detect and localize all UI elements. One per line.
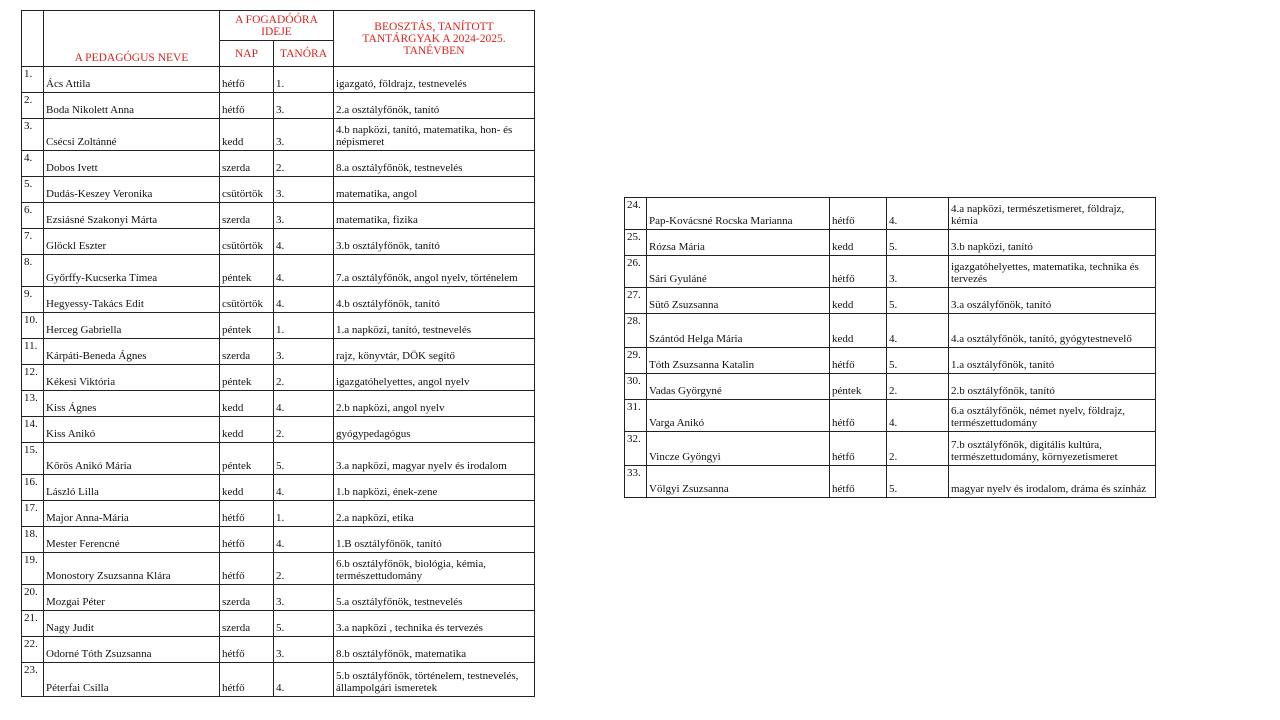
teacher-name: Mozgai Péter — [44, 585, 220, 611]
office-lesson: 5. — [274, 443, 334, 475]
table-row — [625, 374, 1156, 400]
teacher-name: Kőrös Anikó Mária — [44, 443, 220, 475]
office-lesson: 2. — [274, 151, 334, 177]
teacher-name: Varga Anikó — [647, 400, 830, 432]
row-number: 16. — [22, 475, 44, 501]
teacher-name: Kékesi Viktória — [44, 365, 220, 391]
teacher-name: Vincze Gyöngyi — [647, 432, 830, 466]
assignment: igazgatóhelyettes, matematika, technika és tervezés — [949, 256, 1156, 288]
teacher-table-right — [624, 197, 1156, 498]
office-day: hétfő — [220, 93, 274, 119]
assignment: 2.a osztályfőnök, tanító — [334, 93, 535, 119]
row-number: 13. — [22, 391, 44, 417]
table-row — [625, 432, 1156, 466]
office-day: péntek — [830, 374, 887, 400]
office-lesson: 3. — [274, 637, 334, 663]
table-row — [22, 391, 535, 417]
row-number: 18. — [22, 527, 44, 553]
assignment: 4.b napközi, tanító, matematika, hon- és népismeret — [334, 119, 535, 151]
teacher-name: Szántód Helga Mária — [647, 314, 830, 348]
office-lesson: 4. — [274, 527, 334, 553]
office-day: hétfő — [220, 527, 274, 553]
assignment: gyógypedagógus — [334, 417, 535, 443]
row-number: 4. — [22, 151, 44, 177]
teacher-name: Rózsa Mária — [647, 230, 830, 256]
office-lesson: 5. — [887, 348, 949, 374]
table-row — [22, 177, 535, 203]
office-lesson: 4. — [274, 255, 334, 287]
assignment: 3.a napközi , technika és tervezés — [334, 611, 535, 637]
assignment: 2.b napközi, angol nyelv — [334, 391, 535, 417]
office-lesson: 5. — [274, 611, 334, 637]
office-lesson: 1. — [274, 501, 334, 527]
table-row — [22, 93, 535, 119]
office-day: kedd — [220, 119, 274, 151]
teacher-name: Kiss Ágnes — [44, 391, 220, 417]
office-lesson: 4. — [274, 287, 334, 313]
table-row — [22, 443, 535, 475]
teacher-name: Pap-Kovácsné Rocska Marianna — [647, 198, 830, 230]
row-number: 31. — [625, 400, 647, 432]
teacher-name: Monostory Zsuzsanna Klára — [44, 553, 220, 585]
office-day: csütörtök — [220, 229, 274, 255]
table-row — [22, 365, 535, 391]
office-lesson: 3. — [274, 339, 334, 365]
table-row — [22, 585, 535, 611]
table-row — [22, 553, 535, 585]
assignment: 1.B osztályfőnök, tanító — [334, 527, 535, 553]
office-lesson: 2. — [887, 374, 949, 400]
assignment: matematika, fizika — [334, 203, 535, 229]
office-day: hétfő — [830, 198, 887, 230]
table-row — [22, 501, 535, 527]
office-day: kedd — [220, 391, 274, 417]
office-day: péntek — [220, 313, 274, 339]
office-day: hétfő — [830, 400, 887, 432]
assignment: 6.b osztályfőnök, biológia, kémia, természettudomány — [334, 553, 535, 585]
teacher-name: Hegyessy-Takács Edit — [44, 287, 220, 313]
row-number: 25. — [625, 230, 647, 256]
row-number: 14. — [22, 417, 44, 443]
row-number: 19. — [22, 553, 44, 585]
row-number: 17. — [22, 501, 44, 527]
office-lesson: 4. — [887, 198, 949, 230]
office-day: hétfő — [830, 348, 887, 374]
table-row — [625, 400, 1156, 432]
table-row — [625, 230, 1156, 256]
assignment: 3.b napközi, tanító — [949, 230, 1156, 256]
assignment: 5.a osztályfőnök, testnevelés — [334, 585, 535, 611]
assignment: 3.a napközi, magyar nyelv és irodalom — [334, 443, 535, 475]
assignment: 2.b osztályfőnök, tanító — [949, 374, 1156, 400]
table-row — [22, 611, 535, 637]
office-day: szerda — [220, 151, 274, 177]
teacher-name: Nagy Judit — [44, 611, 220, 637]
office-day: péntek — [220, 255, 274, 287]
table-row — [22, 229, 535, 255]
office-lesson: 2. — [274, 365, 334, 391]
row-number: 30. — [625, 374, 647, 400]
header-lesson: TANÓRA — [274, 41, 334, 67]
assignment: 1.a osztályfőnök, tanító — [949, 348, 1156, 374]
row-number: 27. — [625, 288, 647, 314]
row-number: 2. — [22, 93, 44, 119]
office-lesson: 3. — [274, 177, 334, 203]
teacher-name: Ezsiásné Szakonyi Márta — [44, 203, 220, 229]
assignment: 7.a osztályfőnök, angol nyelv, történelem — [334, 255, 535, 287]
office-day: kedd — [220, 417, 274, 443]
office-lesson: 4. — [274, 475, 334, 501]
teacher-name: Völgyi Zsuzsanna — [647, 466, 830, 498]
teacher-name: Csécsi Zoltánné — [44, 119, 220, 151]
table-row — [625, 466, 1156, 498]
office-lesson: 1. — [274, 313, 334, 339]
office-day: hétfő — [220, 67, 274, 93]
row-number: 10. — [22, 313, 44, 339]
row-number: 12. — [22, 365, 44, 391]
row-number: 33. — [625, 466, 647, 498]
assignment: 4.b osztályfőnök, tanító — [334, 287, 535, 313]
row-number: 24. — [625, 198, 647, 230]
assignment: 4.a osztályfőnök, tanító, gyógytestnevelő — [949, 314, 1156, 348]
row-number: 11. — [22, 339, 44, 365]
assignment: 6.a osztályfőnök, német nyelv, földrajz, természettudomány — [949, 400, 1156, 432]
office-day: kedd — [220, 475, 274, 501]
office-lesson: 2. — [887, 432, 949, 466]
office-lesson: 4. — [274, 663, 334, 697]
office-day: hétfő — [830, 432, 887, 466]
office-day: szerda — [220, 339, 274, 365]
assignment: 3.a oszályfőnök, tanító — [949, 288, 1156, 314]
teacher-name: Péterfai Csilla — [44, 663, 220, 697]
assignment: igazgató, földrajz, testnevelés — [334, 67, 535, 93]
table-row — [22, 287, 535, 313]
teacher-name: Sütő Zsuzsanna — [647, 288, 830, 314]
assignment: 7.b osztályfőnök, digitális kultúra, természettudomány, környezetismeret — [949, 432, 1156, 466]
teacher-name: Sári Gyuláné — [647, 256, 830, 288]
office-day: szerda — [220, 611, 274, 637]
table-row — [22, 151, 535, 177]
teacher-name: Dudás-Keszey Veronika — [44, 177, 220, 203]
office-day: kedd — [830, 230, 887, 256]
row-number: 15. — [22, 443, 44, 475]
assignment: 3.b osztályfőnök, tanító — [334, 229, 535, 255]
assignment: 2.a napközi, etika — [334, 501, 535, 527]
office-lesson: 4. — [274, 391, 334, 417]
header-day: NAP — [220, 41, 274, 67]
row-number: 9. — [22, 287, 44, 313]
office-day: péntek — [220, 443, 274, 475]
office-day: hétfő — [220, 553, 274, 585]
row-number: 5. — [22, 177, 44, 203]
teacher-name: Mester Ferencné — [44, 527, 220, 553]
office-lesson: 3. — [887, 256, 949, 288]
teacher-name: Kárpáti-Beneda Ágnes — [44, 339, 220, 365]
row-number: 7. — [22, 229, 44, 255]
assignment: 1.a napközi, tanító, testnevelés — [334, 313, 535, 339]
row-number: 3. — [22, 119, 44, 151]
header-office-hours: A FOGADÓÓRA IDEJE — [220, 11, 334, 41]
teacher-name: Vadas Györgyné — [647, 374, 830, 400]
row-number: 29. — [625, 348, 647, 374]
office-day: kedd — [830, 288, 887, 314]
assignment: matematika, angol — [334, 177, 535, 203]
office-lesson: 5. — [887, 288, 949, 314]
office-day: szerda — [220, 203, 274, 229]
office-day: csütörtök — [220, 177, 274, 203]
teacher-name: Kiss Anikó — [44, 417, 220, 443]
header-number — [22, 11, 44, 67]
table-row — [625, 256, 1156, 288]
row-number: 1. — [22, 67, 44, 93]
table-row — [625, 198, 1156, 230]
row-number: 22. — [22, 637, 44, 663]
teacher-table-left — [21, 10, 535, 697]
office-day: hétfő — [220, 663, 274, 697]
table-row — [22, 67, 535, 93]
office-lesson: 5. — [887, 230, 949, 256]
office-day: hétfő — [830, 256, 887, 288]
table-row — [22, 119, 535, 151]
row-number: 28. — [625, 314, 647, 348]
office-lesson: 5. — [887, 466, 949, 498]
teacher-name: Dobos Ivett — [44, 151, 220, 177]
office-day: péntek — [220, 365, 274, 391]
office-lesson: 3. — [274, 93, 334, 119]
table-row — [22, 313, 535, 339]
row-number: 26. — [625, 256, 647, 288]
table-row — [625, 348, 1156, 374]
office-day: kedd — [830, 314, 887, 348]
table-row — [625, 288, 1156, 314]
table-row — [22, 255, 535, 287]
assignment: 1.b napközi, ének-zene — [334, 475, 535, 501]
teacher-name: László Lilla — [44, 475, 220, 501]
row-number: 20. — [22, 585, 44, 611]
teacher-name: Herceg Gabriella — [44, 313, 220, 339]
teacher-name: Ács Attila — [44, 67, 220, 93]
row-number: 23. — [22, 663, 44, 697]
office-day: hétfő — [830, 466, 887, 498]
teacher-name: Tóth Zsuzsanna Katalin — [647, 348, 830, 374]
teacher-name: Boda Nikolett Anna — [44, 93, 220, 119]
office-day: hétfő — [220, 501, 274, 527]
office-lesson: 2. — [274, 417, 334, 443]
office-lesson: 3. — [274, 203, 334, 229]
table-row — [22, 417, 535, 443]
row-number: 32. — [625, 432, 647, 466]
table-row — [22, 527, 535, 553]
teacher-name: Glöckl Eszter — [44, 229, 220, 255]
table-row — [22, 339, 535, 365]
assignment: magyar nyelv és irodalom, dráma és színház — [949, 466, 1156, 498]
header-assignment: BEOSZTÁS, TANÍTOTT TANTÁRGYAK A 2024-2025. TANÉVBEN — [334, 11, 535, 67]
teacher-name: Odorné Tóth Zsuzsanna — [44, 637, 220, 663]
office-lesson: 4. — [887, 314, 949, 348]
office-lesson: 4. — [274, 229, 334, 255]
office-day: hétfő — [220, 637, 274, 663]
office-day: szerda — [220, 585, 274, 611]
office-lesson: 3. — [274, 585, 334, 611]
assignment: igazgatóhelyettes, angol nyelv — [334, 365, 535, 391]
assignment: 5.b osztályfőnök, történelem, testnevelés, állampolgári ismeretek — [334, 663, 535, 697]
row-number: 21. — [22, 611, 44, 637]
office-lesson: 1. — [274, 67, 334, 93]
teacher-name: Major Anna-Mária — [44, 501, 220, 527]
row-number: 6. — [22, 203, 44, 229]
table-row — [22, 663, 535, 697]
teacher-name: Győrffy-Kucserka Tímea — [44, 255, 220, 287]
assignment: rajz, könyvtár, DÖK segítő — [334, 339, 535, 365]
office-lesson: 2. — [274, 553, 334, 585]
table-row — [22, 475, 535, 501]
assignment: 8.a osztályfőnök, testnevelés — [334, 151, 535, 177]
table-row — [22, 637, 535, 663]
table-row — [625, 314, 1156, 348]
header-teacher-name: A PEDAGÓGUS NEVE — [44, 11, 220, 67]
office-lesson: 4. — [887, 400, 949, 432]
office-day: csütörtök — [220, 287, 274, 313]
assignment: 8.b osztályfőnök, matematika — [334, 637, 535, 663]
row-number: 8. — [22, 255, 44, 287]
assignment: 4.a napközi, természetismeret, földrajz, kémia — [949, 198, 1156, 230]
office-lesson: 3. — [274, 119, 334, 151]
table-row — [22, 203, 535, 229]
